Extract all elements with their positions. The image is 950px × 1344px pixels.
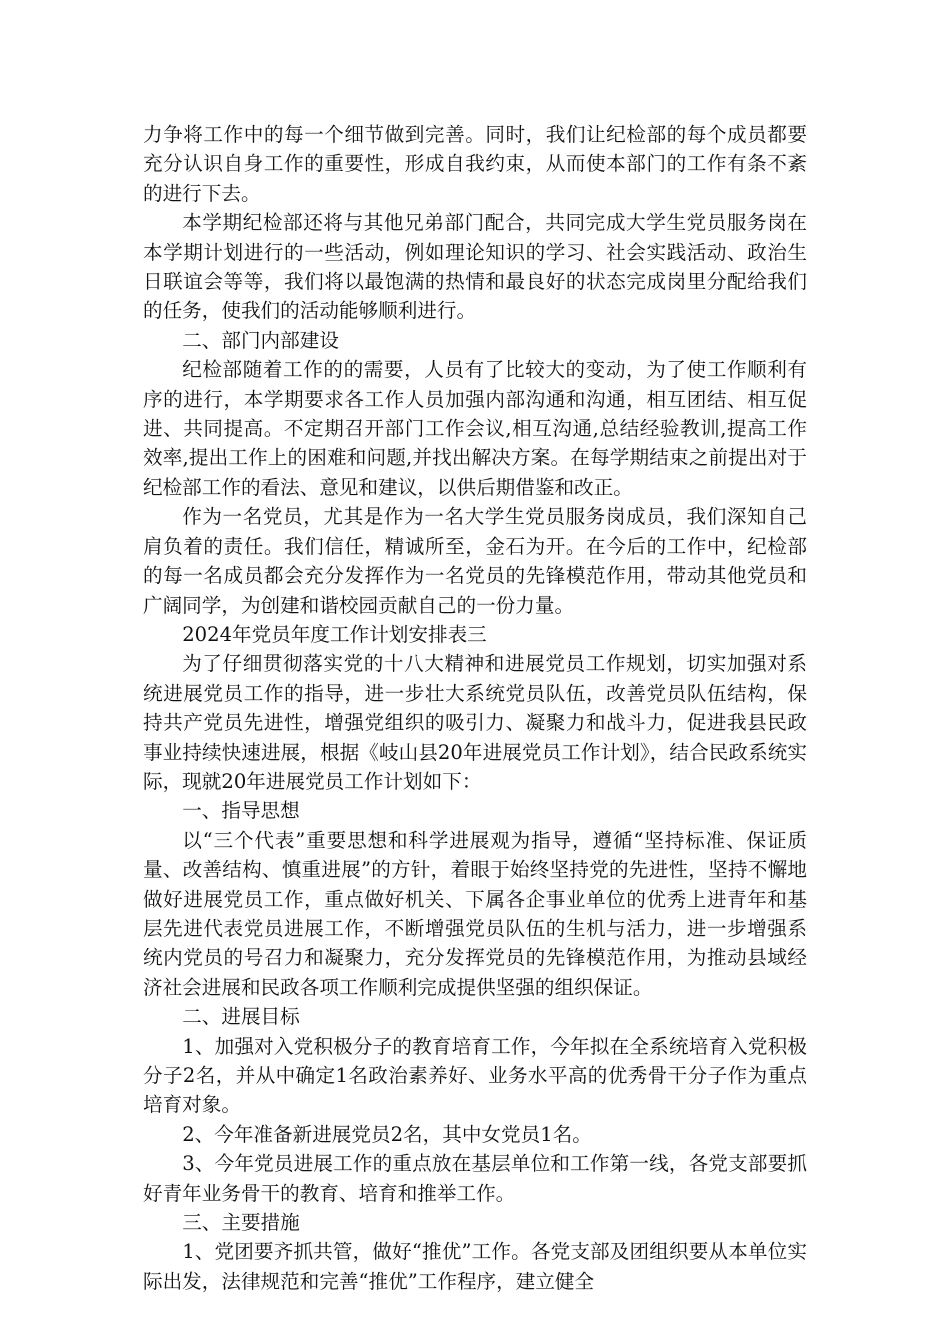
- list-item-goal-2: 2、今年准备新进展党员2名，其中女党员1名。: [182, 1122, 592, 1146]
- paragraph-continuation: 力争将工作中的每一个细节做到完善。同时，我们让纪检部的每个成员都要充分认识自身工作的重要性，形成自我约束，从而使本部门的工作有条不紊的进行下去。: [143, 123, 807, 205]
- list-item-goal-3: 3、今年党员进展工作的重点放在基层单位和工作第一线，各党支部要抓好青年业务骨干的教育、培育和推举工作。: [143, 1152, 807, 1205]
- paragraph-internal-communication: 纪检部随着工作的的需要，人员有了比较大的变动，为了使工作顺利有序的进行，本学期要求各工作人员加强内部沟通和沟通，相互团结、相互促进、共同提高。不定期召开部门工作会议,相互沟通,总结经验教训,提高工作效率,提出工作上的困难和问题,并找出解决方案。在每学期结束之前提出对于纪检部工作的看法、意见和建议，以供后期借鉴和改正。: [143, 358, 807, 499]
- document-body: [143, 120, 807, 1296]
- paragraph-plan-intro: 为了仔细贯彻落实党的十八大精神和进展党员工作规划，切实加强对系统进展党员工作的指导，进一步壮大系统党员队伍，改善党员队伍结构，保持共产党员先进性，增强党组织的吸引力、凝聚力和战斗力，促进我县民政事业持续快速进展，根据《岐山县20年进展党员工作计划》，结合民政系统实际，现就20年进展党员工作计划如下：: [143, 652, 807, 793]
- section-heading-main-measures: 三、主要措施: [182, 1211, 300, 1235]
- section-heading-internal-construction: 二、部门内部建设: [182, 328, 339, 352]
- paragraph-party-member-role: 作为一名党员，尤其是作为一名大学生党员服务岗成员，我们深知自己肩负着的责任。我们信任，精诚所至，金石为开。在今后的工作中，纪检部的每一名成员都会充分发挥作为一名党员的先锋模范作用，带动其他党员和广阔同学，为创建和谐校园贡献自己的一份力量。: [143, 505, 807, 617]
- section-heading-guiding-thought: 一、指导思想: [182, 799, 300, 823]
- list-item-measure-1: 1、党团要齐抓共管，做好“推优”工作。各党支部及团组织要从本单位实际出发，法律规范和完善“推优”工作程序，建立健全: [143, 1240, 807, 1293]
- section-heading-development-goals: 二、进展目标: [182, 1005, 300, 1029]
- list-item-goal-1: 1、加强对入党积极分子的教育培育工作，今年拟在全系统培育入党积极分子2名，并从中确定1名政治素养好、业务水平高的优秀骨干分子作为重点培育对象。: [143, 1034, 807, 1117]
- document-subtitle-plan-three: 2024年党员年度工作计划安排表三: [182, 622, 487, 646]
- paragraph-guiding-thought: 以“三个代表”重要思想和科学进展观为指导，遵循“坚持标准、保证质量、改善结构、慎重进展”的方针，着眼于始终坚持党的先进性，坚持不懈地做好进展党员工作，重点做好机关、下属各企事业单位的优秀上进青年和基层先进代表党员进展工作，不断增强党员队伍的生机与活力，进一步增强系统内党员的号召力和凝聚力，充分发挥党员的先锋模范作用，为推动县域经济社会进展和民政各项工作顺利完成提供坚强的组织保证。: [143, 828, 807, 999]
- paragraph-cooperation: 本学期纪检部还将与其他兄弟部门配合，共同完成大学生党员服务岗在本学期计划进行的一些活动，例如理论知识的学习、社会实践活动、政治生日联谊会等等，我们将以最饱满的热情和最良好的状态完成岗里分配给我们的任务，使我们的活动能够顺利进行。: [143, 211, 807, 323]
